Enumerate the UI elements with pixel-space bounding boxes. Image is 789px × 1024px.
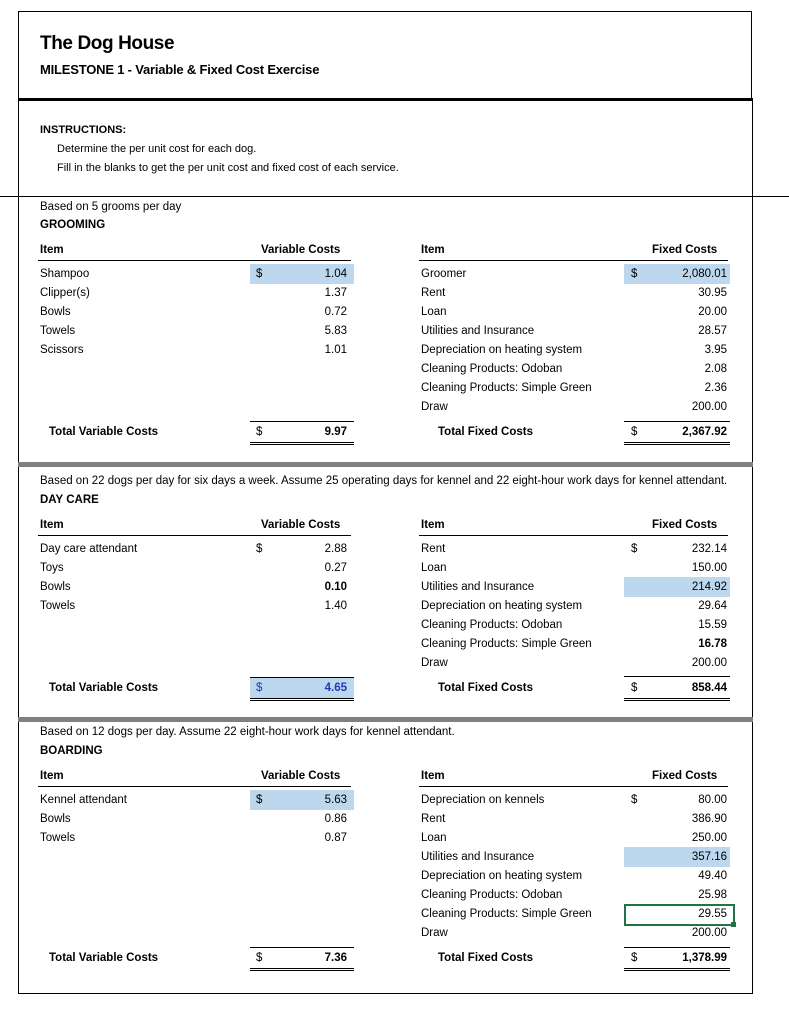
variable-item-label: Bowls [40,306,71,318]
column-header-item: Item [421,519,445,531]
variable-item-label: Towels [40,325,76,337]
header-rule [419,535,728,536]
fixed-cost-value[interactable]: 25.98 [698,889,727,901]
instruction-line-2: Fill in the blanks to get the per unit cost and fixed cost of each service. [57,162,399,174]
page-title: The Dog House [40,33,175,54]
fixed-cost-value[interactable]: 200.00 [691,657,727,669]
currency-symbol: $ [631,543,638,555]
currency-symbol: $ [256,268,263,280]
total-variable-label: Total Variable Costs [49,426,159,438]
fixed-item-label: Utilities and Insurance [421,581,535,593]
boarding-title: BOARDING [40,745,103,757]
header-rule [38,535,351,536]
fixed-cost-value[interactable]: 3.95 [704,344,727,356]
fixed-item-label: Depreciation on heating system [421,600,583,612]
column-header-fixed-costs: Fixed Costs [652,770,718,782]
fixed-item-label: Utilities and Insurance [421,325,535,337]
total-variable-value[interactable]: 9.97 [324,426,347,438]
variable-cost-value[interactable]: 1.37 [324,287,347,299]
fixed-item-label: Rent [421,543,446,555]
double-rule [250,968,354,971]
fixed-item-label: Depreciation on heating system [421,344,583,356]
total-variable-value[interactable]: 4.65 [324,682,347,694]
currency-symbol: $ [631,682,638,694]
fixed-cost-value[interactable]: 29.64 [698,600,727,612]
total-fixed-value[interactable]: 2,367.92 [682,426,727,438]
fixed-cost-value[interactable]: 2,080.01 [682,268,727,280]
total-rule [250,947,354,948]
fixed-item-label: Cleaning Products: Odoban [421,889,563,901]
total-variable-label: Total Variable Costs [49,952,159,964]
instruction-line-1: Determine the per unit cost for each dog. [57,143,257,155]
variable-cost-value[interactable]: 0.10 [324,581,347,593]
fixed-item-label: Groomer [421,268,467,280]
total-fixed-value[interactable]: 858.44 [691,682,727,694]
currency-symbol: $ [631,952,638,964]
total-fixed-label: Total Fixed Costs [438,426,533,438]
section-separator [18,462,753,467]
variable-item-label: Shampoo [40,268,90,280]
fixed-item-label: Loan [421,306,447,318]
variable-item-label: Towels [40,600,76,612]
total-rule [250,677,354,678]
total-rule [624,421,730,422]
fixed-cost-value[interactable]: 20.00 [698,306,727,318]
variable-item-label: Clipper(s) [40,287,90,299]
variable-item-label: Bowls [40,813,71,825]
column-header-item: Item [421,244,445,256]
fixed-cost-value[interactable]: 357.16 [691,851,727,863]
variable-item-label: Bowls [40,581,71,593]
total-fixed-value[interactable]: 1,378.99 [682,952,727,964]
fixed-item-label: Depreciation on heating system [421,870,583,882]
total-rule [624,676,730,677]
column-header-fixed-costs: Fixed Costs [652,519,718,531]
currency-symbol: $ [256,794,263,806]
variable-cost-value[interactable]: 1.40 [324,600,347,612]
fixed-item-label: Loan [421,832,447,844]
header-rule [419,786,728,787]
total-rule [250,421,354,422]
boarding-basis: Based on 12 dogs per day. Assume 22 eight-hour work days for kennel attendant. [40,726,455,738]
fixed-cost-value[interactable]: 200.00 [691,401,727,413]
fixed-cost-value[interactable]: 232.14 [691,543,727,555]
header-rule [38,786,351,787]
fixed-item-label: Draw [421,657,448,669]
fixed-cost-value[interactable]: 200.00 [691,927,727,939]
fixed-item-label: Cleaning Products: Simple Green [421,638,592,650]
fixed-cost-value[interactable]: 214.92 [691,581,727,593]
variable-cost-value[interactable]: 1.01 [324,344,347,356]
header-rule [38,260,351,261]
variable-cost-value[interactable]: 1.04 [324,268,347,280]
variable-cost-value[interactable]: 2.88 [324,543,347,555]
variable-cost-value[interactable]: 0.72 [324,306,347,318]
header-box [18,11,752,99]
fixed-item-label: Loan [421,562,447,574]
fixed-cost-value[interactable]: 2.36 [704,382,727,394]
double-rule [624,968,730,971]
page-subtitle: MILESTONE 1 - Variable & Fixed Cost Exercise [40,62,320,77]
fixed-item-label: Cleaning Products: Odoban [421,619,563,631]
fixed-item-label: Cleaning Products: Odoban [421,363,563,375]
currency-symbol: $ [256,426,263,438]
column-header-item: Item [40,770,64,782]
fixed-cost-value[interactable]: 80.00 [698,794,727,806]
variable-cost-value[interactable]: 5.83 [324,325,347,337]
fixed-cost-value[interactable]: 2.08 [704,363,727,375]
grooming-title: GROOMING [40,219,106,231]
total-fixed-label: Total Fixed Costs [438,682,533,694]
fixed-item-label: Cleaning Products: Simple Green [421,382,592,394]
currency-symbol: $ [256,682,263,694]
total-rule [624,947,730,948]
fixed-cost-value[interactable]: 49.40 [698,870,727,882]
variable-cost-value[interactable]: 5.63 [324,794,347,806]
fill-handle[interactable] [731,922,736,927]
column-header-variable-costs: Variable Costs [261,244,341,256]
double-rule [250,698,354,701]
double-rule [624,442,730,445]
fixed-cost-value[interactable]: 29.55 [698,908,727,920]
variable-cost-value[interactable]: 0.86 [324,813,347,825]
section-separator [18,717,753,722]
fixed-item-label: Cleaning Products: Simple Green [421,908,592,920]
column-header-fixed-costs: Fixed Costs [652,244,718,256]
variable-item-label: Scissors [40,344,84,356]
column-header-variable-costs: Variable Costs [261,519,341,531]
total-fixed-label: Total Fixed Costs [438,952,533,964]
column-header-item: Item [40,519,64,531]
total-variable-value[interactable]: 7.36 [324,952,347,964]
fixed-cost-value[interactable]: 250.00 [691,832,727,844]
column-header-variable-costs: Variable Costs [261,770,341,782]
fixed-cost-value[interactable]: 386.90 [691,813,727,825]
variable-item-label: Towels [40,832,76,844]
column-header-item: Item [421,770,445,782]
currency-symbol: $ [631,426,638,438]
double-rule [250,442,354,445]
variable-item-label: Kennel attendant [40,794,127,806]
variable-item-label: Toys [40,562,64,574]
currency-symbol: $ [256,952,263,964]
grooming-basis: Based on 5 grooms per day [40,201,182,213]
total-variable-label: Total Variable Costs [49,682,159,694]
fixed-item-label: Rent [421,813,446,825]
currency-symbol: $ [631,268,638,280]
column-header-item: Item [40,244,64,256]
fixed-item-label: Utilities and Insurance [421,851,535,863]
header-rule [419,260,728,261]
fixed-cost-value[interactable]: 30.95 [698,287,727,299]
fixed-cost-value[interactable]: 150.00 [691,562,727,574]
daycare-title: DAY CARE [40,494,99,506]
variable-cost-value[interactable]: 0.87 [324,832,347,844]
currency-symbol: $ [631,794,638,806]
variable-cost-value[interactable]: 0.27 [324,562,347,574]
fixed-item-label: Rent [421,287,446,299]
currency-symbol: $ [256,543,263,555]
variable-item-label: Day care attendant [40,543,138,555]
fixed-item-label: Depreciation on kennels [421,794,545,806]
daycare-basis: Based on 22 dogs per day for six days a week. Assume 25 operating days for kennel and 22 eight-hour work days for kennel attendant. [40,475,728,487]
fixed-cost-value[interactable]: 16.78 [698,638,727,650]
fixed-cost-value[interactable]: 15.59 [698,619,727,631]
instructions-heading: INSTRUCTIONS: [40,124,127,136]
fixed-item-label: Draw [421,927,448,939]
double-rule [624,698,730,701]
fixed-item-label: Draw [421,401,448,413]
fixed-cost-value[interactable]: 28.57 [698,325,727,337]
